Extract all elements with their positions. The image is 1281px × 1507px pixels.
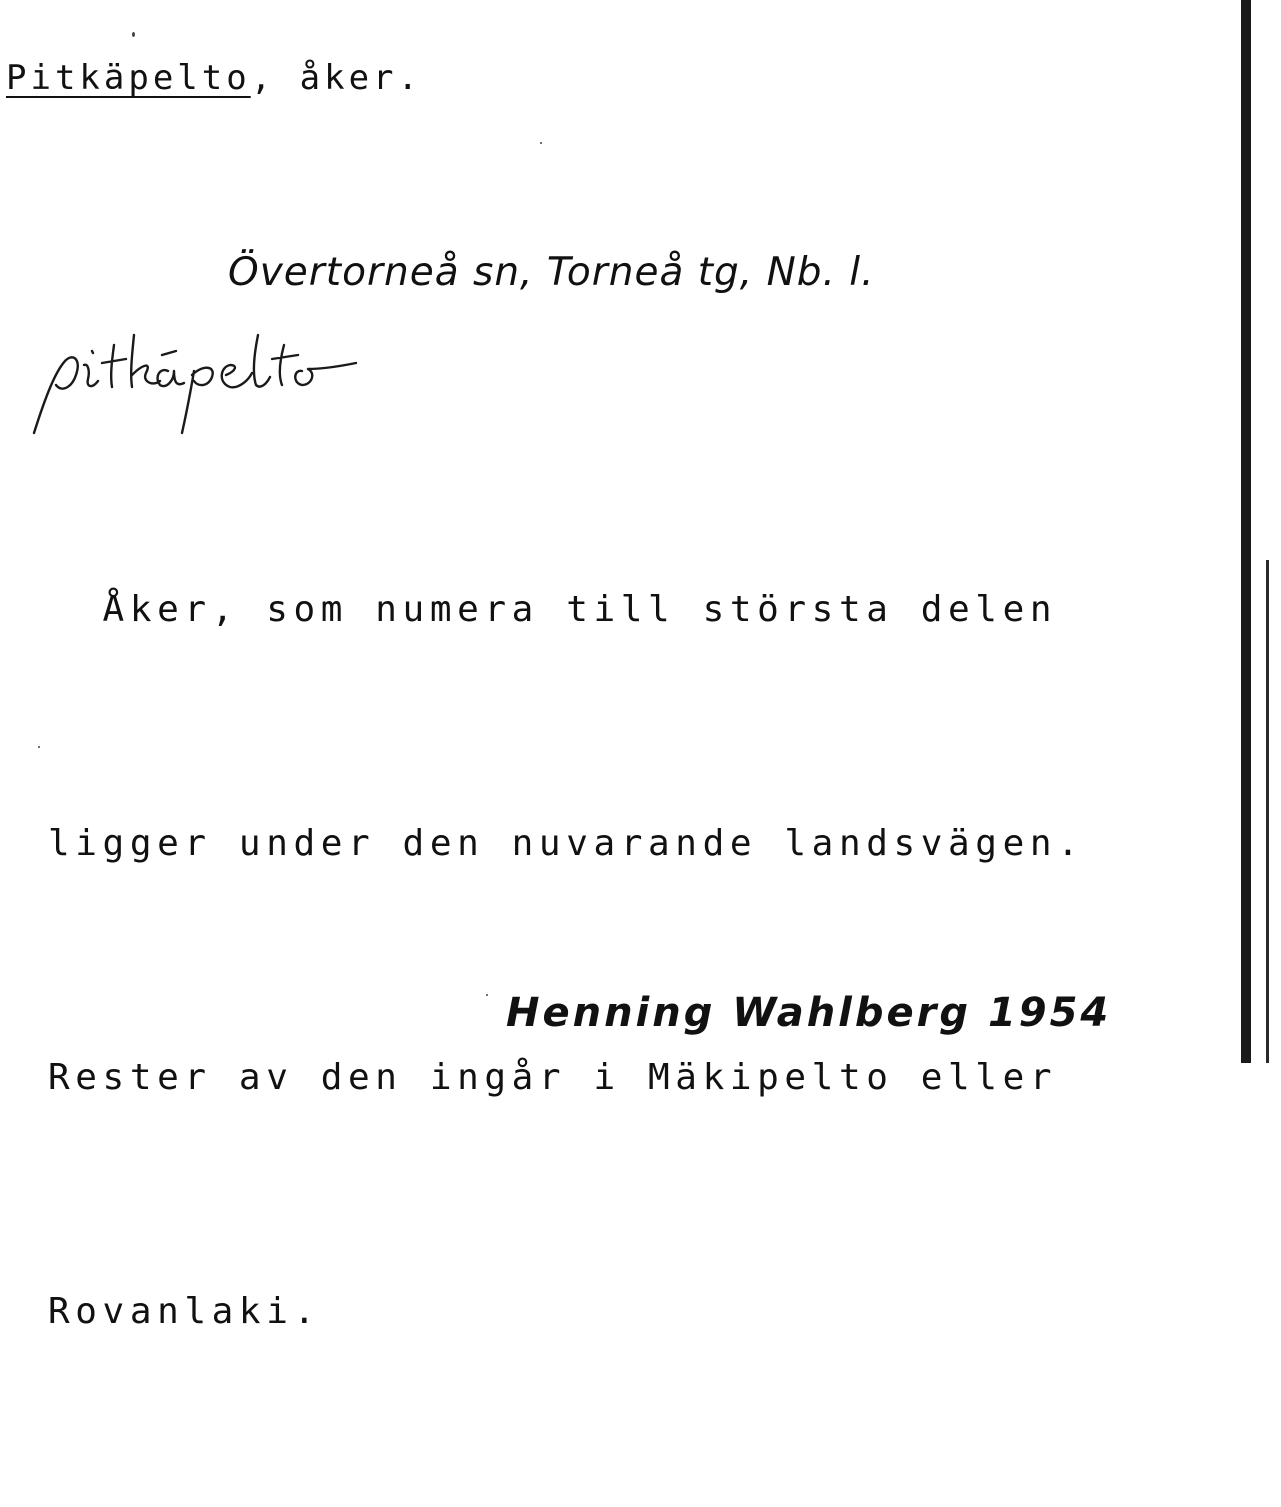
body-line-4: Rovanlaki. (48, 1291, 321, 1332)
location-stamp: Övertorneå sn, Torneå tg, Nb. l. (228, 250, 875, 295)
signature: Henning Wahlberg 1954 (506, 990, 1112, 1036)
card-edge-line (1266, 560, 1269, 1063)
scan-speck (38, 746, 40, 748)
heading-type: , åker. (250, 58, 422, 98)
heading-place-name: Pitkäpelto (6, 58, 251, 98)
card-heading (6, 58, 422, 98)
scan-speck (540, 142, 542, 144)
body-line-2: ligger under den nuvarande landsvägen. (48, 823, 1085, 864)
card-body (48, 415, 1084, 1507)
scan-speck (132, 32, 135, 37)
body-line-3: Rester av den ingår i Mäkipelto eller (48, 1057, 1058, 1098)
scan-speck (486, 994, 488, 996)
body-line-1: Åker, som numera till största delen (48, 589, 1058, 630)
card-edge-shadow (1241, 0, 1251, 1063)
